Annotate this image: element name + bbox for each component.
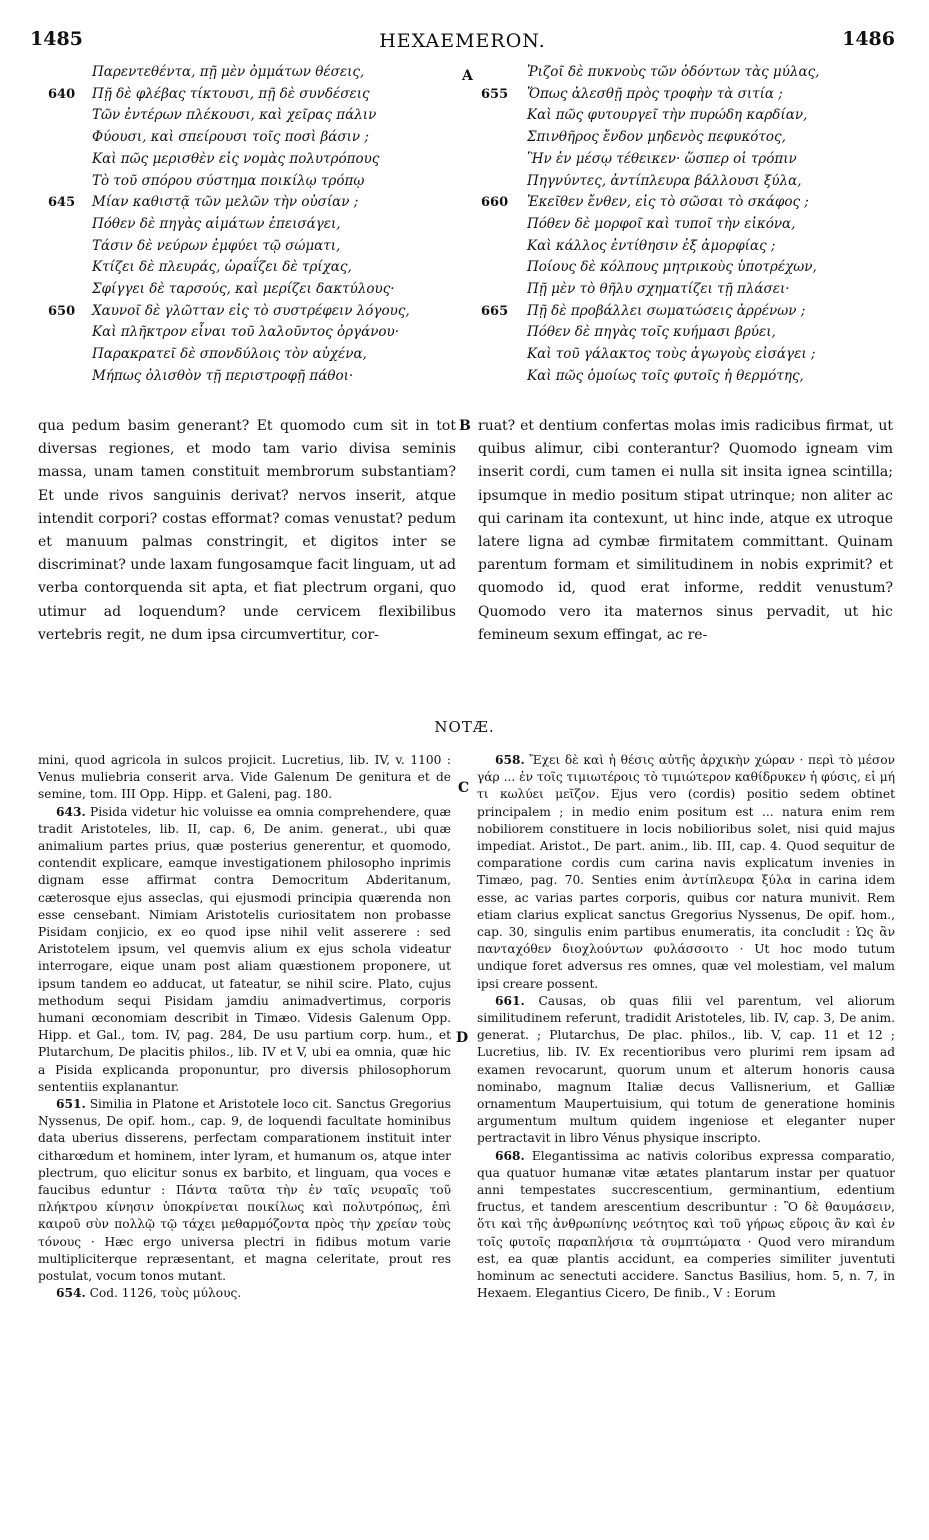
verse-line [92,366,452,388]
verse-text: Ποίους δὲ κόλπους μητρικοὺς ὑποτρέχων, [527,259,817,276]
verse-line [92,344,452,366]
footnote [38,752,451,804]
footnote-ref: 658. [495,753,525,767]
verse-text: Πηγνύντες, ἀντίπλευρα βάλλουσι ξύλα, [527,172,802,189]
verse-text: Πῇ μὲν τὸ θῆλυ σχηματίζει τῇ πλάσει· [527,281,790,298]
verse-text: Κτίζει δὲ πλευράς, ὡραΐζει δὲ τρίχας, [92,259,352,276]
verse-line [92,105,452,127]
verse-line [481,192,907,214]
verse-line [48,84,452,106]
verse-text: Καὶ πῶς ὁμοίως τοῖς φυτοῖς ἡ θερμότης, [527,367,804,384]
footnote-text: Elegantissima ac nativis coloribus expressa comparatio, qua quatuor humanæ vitæ ætates plantarum instar per quatuor anni tempestates succrescentium, germinantium, edentium fructus, et tandem arescentium describuntur : Ὃ δὲ θαυμάσειν, ὅτι καὶ τῆς ἀνθρωπίνης νεότητος καὶ τοῦ γήρως εὕροις ἂν καὶ ἐν τοῖς φυτοῖς παραπλήσια τὰ συμπτώματα · Quod vero mirandum est, ea quæ plantis accidunt, ea comperies similiter juventuti hominum ac senectuti accidere. Sanctus Basilius, hom. 5, n. 7, in Hexaem. Elegantius Cicero, De finib., V : Eorum [477,1148,895,1301]
margin-letter-b: B [459,418,471,434]
verse-text: Σφίγγει δὲ ταρσούς, καὶ μερίζει δακτύλους· [92,281,395,298]
verse-line [527,127,907,149]
footnote-ref: 654. [56,1286,86,1301]
verse-line [527,366,907,388]
footnote-text: Pisida videtur hic voluisse ea omnia comprehendere, quæ tradit Aristoteles, lib. II, cap. 6, De anim. generat., ubi quæ animalium partes prius, quæ posterius generentur, et quomodo, contendit explicare, eamque investigationem philosopho inprimis dignam esse affirmat contra Democritum Abderitanum, cæterosque ejus asseclas, qui ejusmodi principia quærenda non esse censebant. Nimiam Aristotelis curiositatem non probasse Pisidam conjicio, ex eo quod ipse nihil velit asserere : sed Aristotelem ipsum, vel quemvis alium ex ejus schola videatur interrogare, eique unam post aliam quæstionem proponere, ut ipsum tandem eo adducat, ut fateatur, se nihil scire. Plato, cujus methodum sequi Pisidam jamdiu animadvertimus, corporis humani œconomiam describit in Timæo. Videsis Galenum Opp. Hipp. et Gal., tom. IV, pag. 284, De usu partium corp. hum., et Plutarchum, De placitis philos., lib. IV et V, ubi ea omnia, quæ hic a Pisida explicanda proponuntur, pro diversis philosophorum sententiis explanantur. [38,804,452,1094]
line-number: 650 [48,303,76,319]
verse-text: Μίαν καθιστᾷ τῶν μελῶν τὴν οὐσίαν ; [92,194,359,211]
footnote-text: Similia in Platone et Aristotele loco cit. Sanctus Gregorius Nyssenus, De opif. hom., cap. 9, de loquendi facultate hominibus data uberius disserens, perfectam comparationem instituit inter citharœdum et hominem, inter lyram, et humanum os, atque inter plectrum, quo elicitur sonus ex barbito, et linguam, qua voces e faucibus eduntur : Πάντα ταῦτα τὴν ἐν ταῖς νευραῖς τοῦ πλήκτρου κίνησιν ὑποκρίνεται ποικίλως καὶ πολυτρόπως, ἐπὶ καιροῦ σὺν πολλῷ τῷ τάχει μεθαρμόζοντα πρὸς τὴν χρείαν τοὺς τόνους · Hæc ergo universa plectri in fidibus motum varie multipliciterque repræsentant, et magna celeritate, prout res postulat, vocum tonos mutant. [38,1097,452,1284]
line-number: 660 [481,195,509,211]
footnote-text: Cod. 1126, τοὺς μύλους. [89,1286,242,1301]
margin-letter-d: D [456,1030,469,1046]
verse-line [527,257,907,279]
greek-verses-left [48,62,452,388]
line-number: 640 [48,86,76,102]
page-header [30,28,895,58]
running-title: HEXAEMERON. [379,30,546,52]
verse-line [48,192,452,214]
notes-column-left [38,752,451,1303]
footnote-text: Causas, ob quas filii vel parentum, vel aliorum similitudinem referunt, tradidit Aristoteles, lib. IV, cap. 3, De anim. generat. ; Plutarchus, De plac. philos., lib. V, cap. 11 et 12 ; Lucretius, lib. IV. Ex recentioribus vero plurimi rem ipsam ad examen revocarunt, quorum unum et alterum honoris causa nominabo, magnum Italiæ decus Vallisnerium, et Galliæ ornamentum Maupertuisium, qui totum de generatione hominis argumentum multum quidem ingeniose et eleganter nuper pertractavit in libro Vénus physique inscripto. [477,993,895,1146]
verse-text: Παρεντεθέντα, πῇ μὲν ὀμμάτων θέσεις, [92,64,365,80]
verse-line [527,236,907,258]
latin-translation-left: qua pedum basim generant? Et quomodo cum sit in tot diversas regiones, et modo tam vario divisa seminis massa, unam tamen constituit membrorum substantiam? Et unde rivos sanguinis derivat? nervos inserit, atque intendit corpori? costas efformat? comas venustat? pedum et manuum palmas constringit, et digitos inter se discriminat? unde laxam fungosamque facit linguam, ut ad verba contorquenda sit apta, et fiat plectrum organi, quo utimur ad loquendum? unde cervicem flexibilibus vertebris regit, ne dum ipsa circumvertitur, cor- [38,418,456,643]
verse-line [92,236,452,258]
verse-line [527,344,907,366]
verse-line [527,171,907,193]
line-number: 655 [481,86,509,102]
footnote-ref: 668. [495,1148,525,1163]
verse-text: Καὶ κάλλος ἐντίθησιν ἐξ ἀμορφίας ; [527,237,776,254]
verse-text: Καὶ πλῆκτρον εἶναι τοῦ λαλοῦντος ὀργάνου· [92,324,400,341]
verse-text: Ῥιζοῖ δὲ πυκνοὺς τῶν ὀδόντων τὰς μύλας, [527,64,820,80]
notes-column-right [477,752,895,1303]
verse-line [92,149,452,171]
verse-text: Τάσιν δὲ νεύρων ἐμφύει τῷ σώματι, [92,237,341,254]
verse-text: Ὅπως ἀλεσθῇ πρὸς τροφὴν τὰ σιτία ; [527,85,783,102]
verse-text: Πῇ δὲ φλέβας τίκτουσι, πῇ δὲ συνδέσεις [92,85,370,102]
verse-text: Καὶ τοῦ γάλακτος τοὺς ἀγωγοὺς εἰσάγει ; [527,346,816,363]
verse-line [527,279,907,301]
footnote-ref: 643. [56,804,86,819]
footnote-ref: 651. [56,1097,86,1112]
margin-letter-a: A [462,68,473,84]
greek-verses-right [481,62,907,388]
verse-line [92,62,452,84]
line-number: 645 [48,195,76,211]
verse-line [481,301,907,323]
verse-text: Τῶν ἐντέρων πλέκουσι, καὶ χεῖρας πάλιν [92,107,377,124]
verse-text: Φύουσι, καὶ σπείρουσι τοῖς ποσὶ βάσιν ; [92,129,369,146]
footnote [38,1096,451,1285]
verse-line [527,105,907,127]
verse-line [527,214,907,236]
verse-line [527,62,907,84]
footnote-text: mini, quod agricola in sulcos projicit. Lucretius, lib. IV, v. 1100 : Venus muliebria conserit arva. Vide Galenum De genitura et de semine, tom. III Opp. Hipp. et Galeni, pag. 180. [38,753,451,802]
verse-text: Σπινθῆρος ἔνδον μηδενὸς πεφυκότος, [527,129,786,146]
page-number-left: 1485 [30,28,83,50]
verse-line [481,84,907,106]
footnote [477,1148,895,1303]
verse-text: Πῇ δὲ προβάλλει σωματώσεις ἀρρένων ; [527,302,806,319]
verse-line [527,149,907,171]
page-number-right: 1486 [842,28,895,50]
latin-translation-right: ruat? et dentium confertas molas imis radicibus firmat, ut quibus alimur, cibi conterantur? Quomodo igneam vim inserit cordi, cum tamen ei nulla sit insita ignea scintilla; ipsumque in medio positum stipat utrinque; non aliter ac qui carinam ita contexunt, ut hinc inde, atque ex utroque latere ligna ad cymbæ firmitatem committant. Quinam parentum formam et similitudinem in nobis exprimit? et quomodo id, quod erat informe, reddit venustum? Quomodo vero ita maternos sinus pervadit, ut hic femineum sexum effingat, ac re- [478,418,893,643]
verse-text: Παρακρατεῖ δὲ σπονδύλοις τὸν αὐχένα, [92,346,367,363]
verse-line [92,257,452,279]
verse-text: Τὸ τοῦ σπόρου σύστημα ποικίλῳ τρόπῳ [92,172,365,189]
verse-text: Καὶ πῶς μερισθὲν εἰς νομὰς πολυτρόπους [92,150,380,167]
verse-line [92,214,452,236]
footnote-ref: 661. [495,993,525,1008]
verse-text: Πόθεν δὲ πηγὰς αἱμάτων ἐπεισάγει, [92,215,341,232]
verse-line [92,322,452,344]
verse-text: Καὶ πῶς φυτουργεῖ τὴν πυρώδη καρδίαν, [527,107,808,124]
verse-line [92,279,452,301]
verse-line [92,171,452,193]
verse-text: Πόθεν δὲ πηγὰς τοῖς κυήμασι βρύει, [527,324,776,341]
verse-line [92,127,452,149]
verse-text: Μήπως ὀλισθὸν τῇ περιστροφῇ πάθοι· [92,367,354,384]
verse-text: Ἣν ἐν μέσῳ τέθεικεν· ὥσπερ οἱ τρόπιν [527,150,797,167]
notes-heading: NOTÆ. [434,718,495,736]
line-number: 665 [481,303,509,319]
verse-text: Χαυνοῖ δὲ γλῶτταν εἰς τὸ συστρέφειν λόγους, [92,302,410,319]
footnote [477,752,895,993]
verse-line [48,301,452,323]
verse-text: Πόθεν δὲ μορφοῖ καὶ τυποῖ τὴν εἰκόνα, [527,215,796,232]
footnote [38,804,451,1096]
footnote [477,993,895,1148]
footnote-text: Ἔχει δὲ καὶ ἡ θέσις αὐτῆς ἀρχικὴν χώραν · περὶ τὸ μέσον γάρ ... ἐν τοῖς τιμιωτέροις τὸ τιμιώτερον καθίδρυκεν ἡ φύσις, εἰ μή τι κωλύει μεῖζον. Ejus vero (cordis) positio sedem obtinet principalem ; in medio enim positum est ... natura enim rem nobiliorem constituere in locis nobilioribus solet, nisi quid majus impediat. Aristot., De part. anim., lib. III, cap. 4. Quod sequitur de comparatione cordis cum carina navis explicatum invenies in Timæo, pag. 70. Senties enim ἀντίπλευρα ξύλα in carina idem esse, ac varias partes corporis, quibus cor natura munivit. Rem etiam clarius explicat sanctus Gregorius Nyssenus, De opif. hom., cap. 30, singulis enim partibus enumeratis, ita concludit : Ὡς ἂν πανταχόθεν διοχλούντων φυλάσσοιτο · Ut hoc modo tutum undique foret adversus res omnes, quæ vel molestiam, vel malum ipsi creare possent. [477,753,896,991]
verse-text: Ἐκεῖθεν ἔνθεν, εἰς τὸ σῶσαι τὸ σκάφος ; [527,194,809,211]
margin-letter-c: C [458,780,470,796]
verse-line [527,322,907,344]
footnote [38,1285,451,1302]
